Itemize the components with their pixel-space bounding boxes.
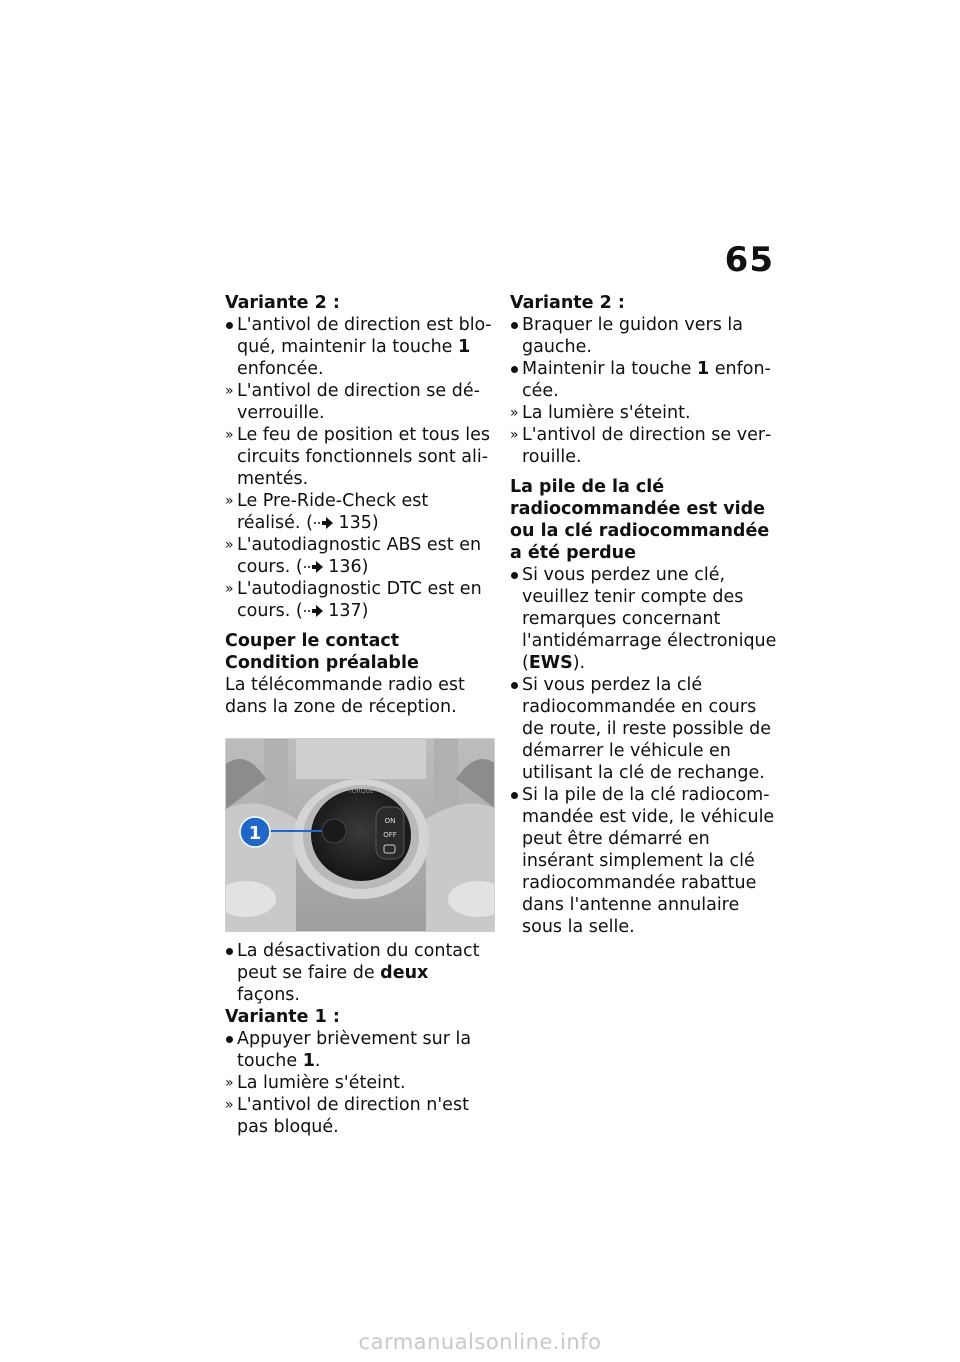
result-item: » Le Pre-Ride-Check est réalisé. ( 135) xyxy=(225,491,429,533)
result-item: » L'autodiagnostic ABS est en cours. ( 136) xyxy=(225,535,482,577)
variant-1-heading: Variante 1 : xyxy=(225,1007,340,1027)
switch-label-off: OFF xyxy=(383,831,397,839)
list-item: La désactivation du contact peut se faire de deux façons. xyxy=(237,941,480,1005)
result-item: » L'antivol de direction se verrouille. xyxy=(510,425,772,467)
left-column xyxy=(225,292,495,1138)
result-item: » La lumière s'éteint. xyxy=(225,1073,406,1093)
list-item: Braquer le guidon vers la gauche. xyxy=(522,315,743,357)
result-item: » Le feu de position et tous les circuits fonctionnels sont alimentés. xyxy=(225,425,490,489)
section-heading: Couper le contact xyxy=(225,631,400,651)
watermark-link[interactable]: carmanualsonline.info xyxy=(358,1330,602,1354)
result-marker-icon: » xyxy=(225,493,234,509)
result-item: » L'antivol de direction n'est pas bloqué. xyxy=(225,1095,469,1137)
switch-label-top: TORQUE xyxy=(348,788,374,795)
result-marker-icon: » xyxy=(225,1097,234,1113)
list-item: Appuyer brièvement sur la touche 1. xyxy=(237,1029,472,1071)
page-reference-link[interactable]: ( 135) xyxy=(306,513,379,533)
result-item: » La lumière s'éteint. xyxy=(510,403,691,423)
page-reference-link[interactable]: ( 137) xyxy=(295,601,369,621)
list-item: Si vous perdez la clé radiocommandée en cours de route, il reste possible de démarrer le véhicule en utilisant la clé de rechange. xyxy=(522,675,772,783)
list-item: Si la pile de la clé radiocommandée est vide, le véhicule peut être démarré en insérant simplement la clé radiocommandée rabattue dans l'antenne annulaire sous la selle. xyxy=(522,785,775,937)
key-number: 1 xyxy=(458,337,471,357)
reference-arrow-icon xyxy=(303,605,323,617)
list-item: L'antivol de direction est bloqué, maintenir la touche 1 enfoncée. xyxy=(237,315,492,379)
result-marker-icon: » xyxy=(225,581,234,597)
condition-text: La télécommande radio est dans la zone de réception. xyxy=(225,675,465,717)
result-marker-icon: » xyxy=(225,427,234,443)
key-number: 1 xyxy=(696,359,710,379)
condition-heading: Condition préalable xyxy=(225,653,419,673)
variant-2-heading: Variante 2 : xyxy=(510,293,625,313)
result-item: » L'antivol de direction se déverrouille. xyxy=(225,381,480,423)
variant-2-heading: Variante 2 : xyxy=(225,293,340,313)
page-reference-link[interactable]: ( 136) xyxy=(295,557,369,577)
callout-number: 1 xyxy=(248,823,262,844)
result-marker-icon: » xyxy=(225,1075,234,1091)
section-heading: La pile de la clé radiocommandée est vide ou la clé radiocommandée a été perdue xyxy=(510,477,770,563)
list-item: Si vous perdez une clé, veuillez tenir compte des remarques concernant l'antidémarrage électronique (EWS). xyxy=(522,565,777,673)
result-item: » L'autodiagnostic DTC est en cours. ( 137) xyxy=(225,579,482,621)
reference-arrow-icon xyxy=(303,561,323,573)
ignition-switch-figure xyxy=(225,738,495,932)
key-number: 1 xyxy=(302,1051,315,1071)
right-column xyxy=(510,292,778,938)
list-item: Maintenir la touche 1 enfoncée. xyxy=(522,359,771,401)
page-number: 65 xyxy=(724,240,774,280)
result-marker-icon: » xyxy=(225,537,234,553)
result-marker-icon: » xyxy=(510,427,519,443)
switch-label-on: ON xyxy=(384,817,396,825)
result-marker-icon: » xyxy=(510,405,519,421)
reference-arrow-icon xyxy=(313,517,333,529)
result-marker-icon: » xyxy=(225,383,234,399)
ignition-switch-illustration xyxy=(226,739,495,932)
